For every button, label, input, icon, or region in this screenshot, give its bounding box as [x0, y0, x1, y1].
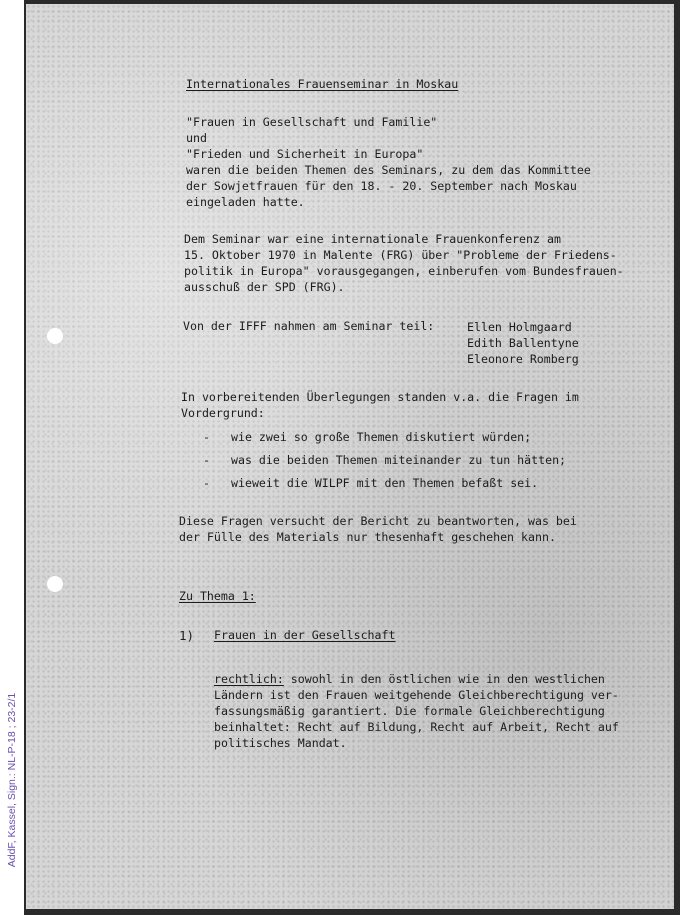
archive-sidebar [0, 0, 24, 915]
paragraph-line: politik in Europa" vorausgegangen, einberufen vom Bundesfrauen- [184, 264, 624, 278]
closing-line: Diese Fragen versucht der Bericht zu beantworten, was bei [179, 514, 577, 528]
subsection-title: Frauen in der Gesellschaft [214, 628, 396, 642]
legal-first-rest: sowohl in den östlichen wie in den westlichen [283, 672, 605, 686]
section-heading: Zu Thema 1: [179, 589, 256, 603]
punch-hole [47, 328, 63, 344]
questions-intro-line: Vordergrund: [181, 406, 265, 420]
paragraph-line: ausschuß der SPD (FRG). [184, 280, 345, 294]
legal-line: fassungsmäßig garantiert. Die formale Gleichberechtigung [214, 704, 605, 718]
participant-name: Eleonore Romberg [467, 352, 579, 366]
paragraph-line: Dem Seminar war eine internationale Frauenkonferenz am [184, 232, 561, 246]
document-title: Internationales Frauenseminar in Moskau [186, 77, 459, 91]
document-page [26, 4, 674, 909]
question-item: was die beiden Themen miteinander zu tun hätten; [231, 453, 567, 467]
question-item: wie zwei so große Themen diskutiert würden; [231, 430, 532, 444]
archive-signature-label: AddF, Kassel, Sign.: NL-P-18 ; 23-2/1 [6, 692, 18, 868]
legal-line: Ländern ist den Frauen weitgehende Gleichberechtigung ver- [214, 688, 619, 702]
bullet-marker: - [203, 430, 210, 444]
closing-line: der Fülle des Materials nur thesenhaft geschehen kann. [179, 530, 556, 544]
participants-intro: Von der IFFF nahmen am Seminar teil: [183, 319, 435, 333]
intro-line: der Sowjetfrauen für den 18. - 20. September nach Moskau [186, 179, 577, 193]
intro-line: "Frauen in Gesellschaft und Familie" [186, 115, 438, 129]
subsection-number: 1) [179, 628, 195, 643]
intro-line: waren die beiden Themen des Seminars, zu dem das Kommittee [186, 163, 591, 177]
legal-first-line [214, 672, 605, 687]
punch-hole [47, 576, 63, 592]
questions-intro-line: In vorbereitenden Überlegungen standen v.a. die Fragen im [181, 390, 579, 404]
legal-line: beinhaltet: Recht auf Bildung, Recht auf Arbeit, Recht auf [214, 720, 619, 734]
intro-line: und [186, 131, 207, 145]
legal-label: rechtlich: [214, 672, 284, 686]
legal-line: politisches Mandat. [214, 736, 347, 750]
bullet-marker: - [203, 453, 210, 467]
paragraph-line: 15. Oktober 1970 in Malente (FRG) über "Probleme der Friedens- [184, 248, 617, 262]
participant-name: Edith Ballentyne [467, 336, 579, 350]
bullet-marker: - [203, 476, 210, 490]
question-item: wieweit die WILPF mit den Themen befaßt sei. [231, 476, 539, 490]
intro-line: "Frieden und Sicherheit in Europa" [186, 147, 424, 161]
intro-line: eingeladen hatte. [186, 195, 305, 209]
participant-name: Ellen Holmgaard [467, 320, 572, 334]
